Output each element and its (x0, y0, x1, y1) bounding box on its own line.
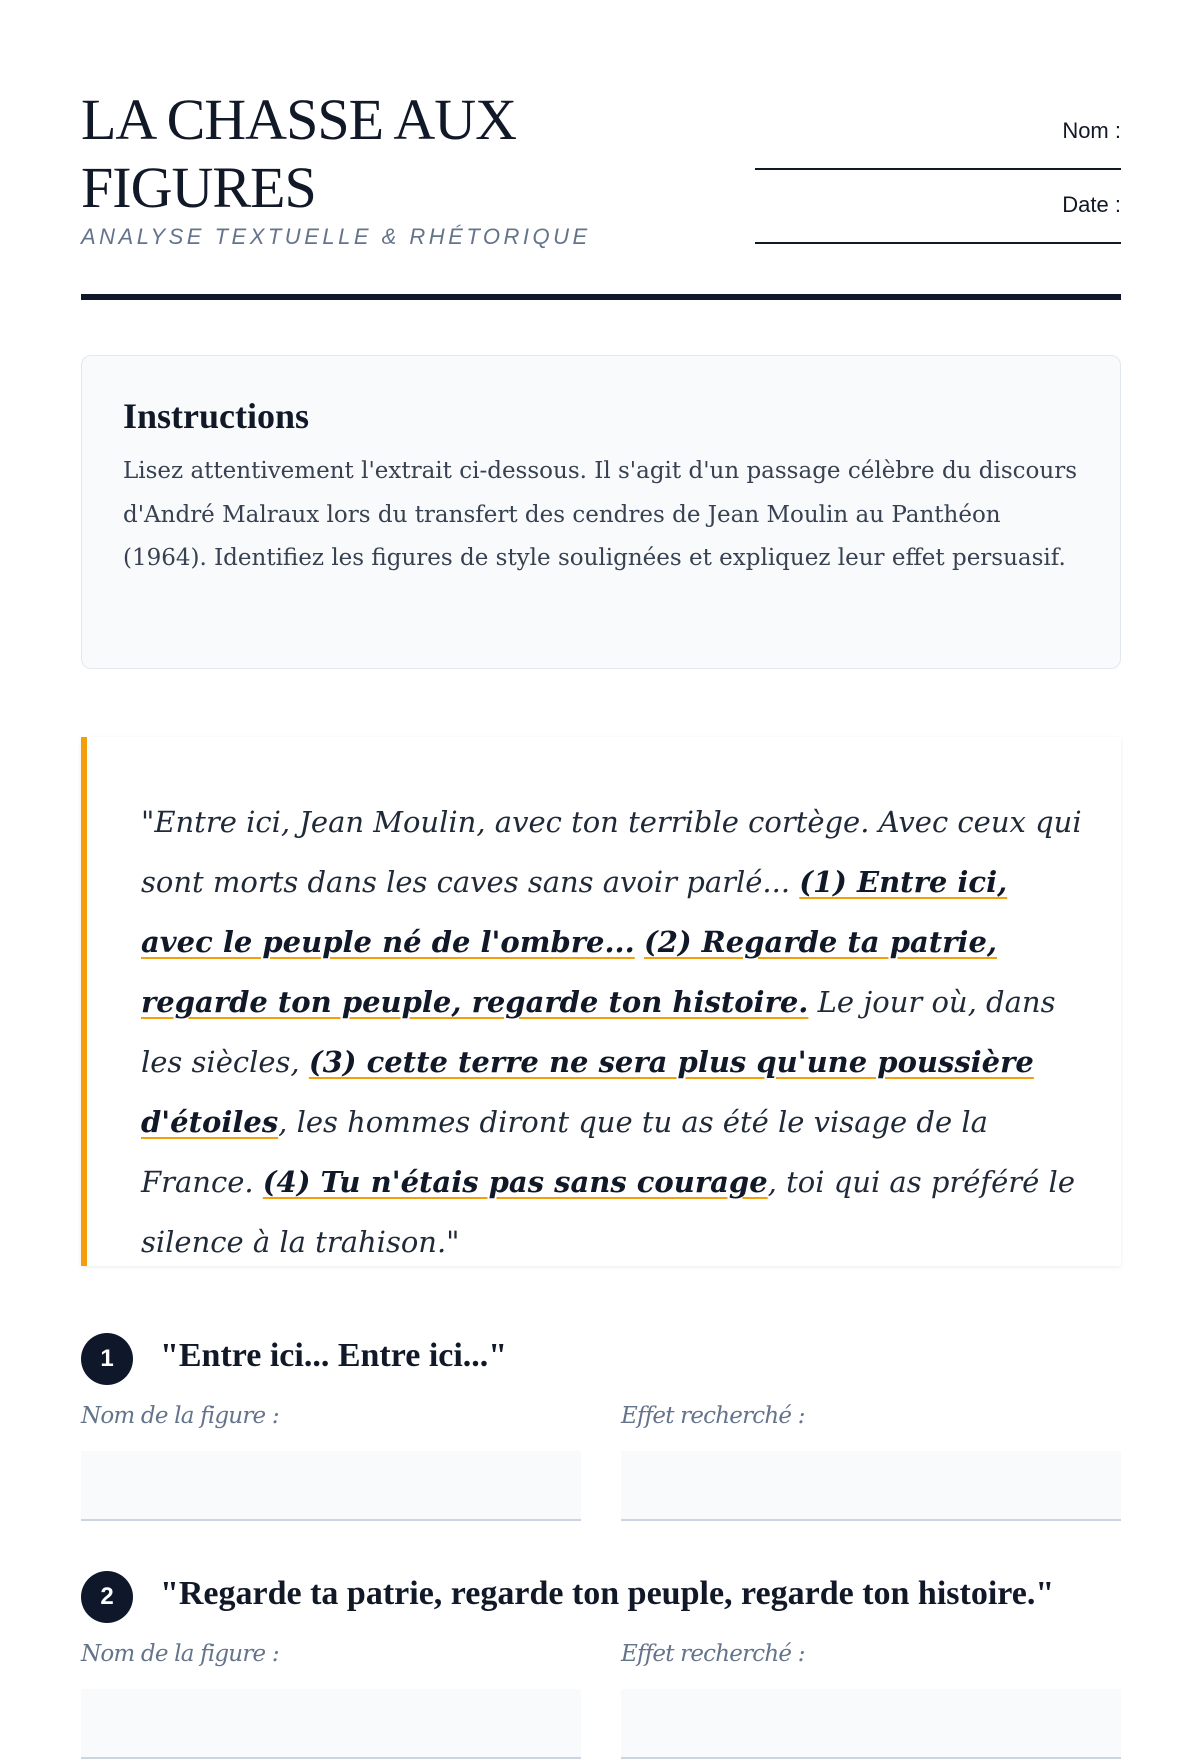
effect-input[interactable] (621, 1451, 1121, 1521)
instructions-heading: Instructions (123, 396, 310, 436)
question-quote: "Entre ici... Entre ici..." (160, 1337, 508, 1374)
effect-answer (621, 1403, 1121, 1521)
header-divider (81, 294, 1121, 300)
name-field[interactable] (755, 112, 1121, 186)
excerpt-segment (635, 925, 644, 959)
excerpt-segment: , les hommes diront que tu as été le visage de la France. (141, 1105, 988, 1199)
figure-answer (81, 1641, 581, 1759)
excerpt-segment: "Entre ici, Jean Moulin, avec ton terrible cortège. Avec ceux qui sont morts dans les caves sans avoir parlé... (141, 805, 1082, 899)
effect-label: Effet recherché : (621, 1641, 805, 1667)
date-field[interactable] (755, 186, 1121, 260)
name-line[interactable] (755, 168, 1121, 170)
date-label: Date : (1062, 192, 1121, 217)
highlight-4: (4) Tu n'étais pas sans courage (262, 1165, 768, 1199)
effect-answer (621, 1641, 1121, 1759)
effect-label: Effet recherché : (621, 1403, 805, 1429)
highlight-1: (1) Entre ici, avec le peuple né de l'ombre... (141, 865, 1008, 959)
worksheet-header (81, 0, 1121, 300)
question-quote: "Regarde ta patrie, regarde ton peuple, regarde ton histoire." (160, 1575, 1055, 1612)
effect-input[interactable] (621, 1689, 1121, 1759)
excerpt-segment: , toi qui as préféré le silence à la trahison." (141, 1165, 1075, 1259)
excerpt-box (81, 737, 1121, 1266)
date-line[interactable] (755, 242, 1121, 244)
instructions-box (81, 355, 1121, 669)
highlight-2: (2) Regarde ta patrie, regarde ton peuple, regarde ton histoire. (141, 925, 997, 1019)
page-subtitle: ANALYSE TEXTUELLE & RHÉTORIQUE (81, 224, 591, 249)
question-number-badge: 1 (81, 1333, 133, 1385)
worksheet-page (81, 0, 1121, 1667)
excerpt-text (141, 792, 1085, 1272)
question-number-badge: 2 (81, 1571, 133, 1623)
excerpt-segment: Le jour où, dans les siècles, (141, 985, 1056, 1079)
figure-label: Nom de la figure : (81, 1403, 279, 1429)
figure-input[interactable] (81, 1689, 581, 1759)
figure-label: Nom de la figure : (81, 1641, 279, 1667)
name-label: Nom : (1062, 118, 1121, 143)
instructions-text: Lisez attentivement l'extrait ci-dessous. Il s'agit d'un passage célèbre du discours d'André Malraux lors du transfert des cendres de Jean Moulin au Panthéon (1964). Identifiez les figures de style soulignées et expliquez leur effet persuasif. (123, 458, 1078, 571)
highlight-3: (3) cette terre ne sera plus qu'une poussière d'étoiles (141, 1045, 1034, 1139)
figure-answer (81, 1403, 581, 1521)
figure-input[interactable] (81, 1451, 581, 1521)
page-title: LA CHASSE AUX FIGURES (81, 87, 516, 220)
student-fields (755, 112, 1121, 260)
